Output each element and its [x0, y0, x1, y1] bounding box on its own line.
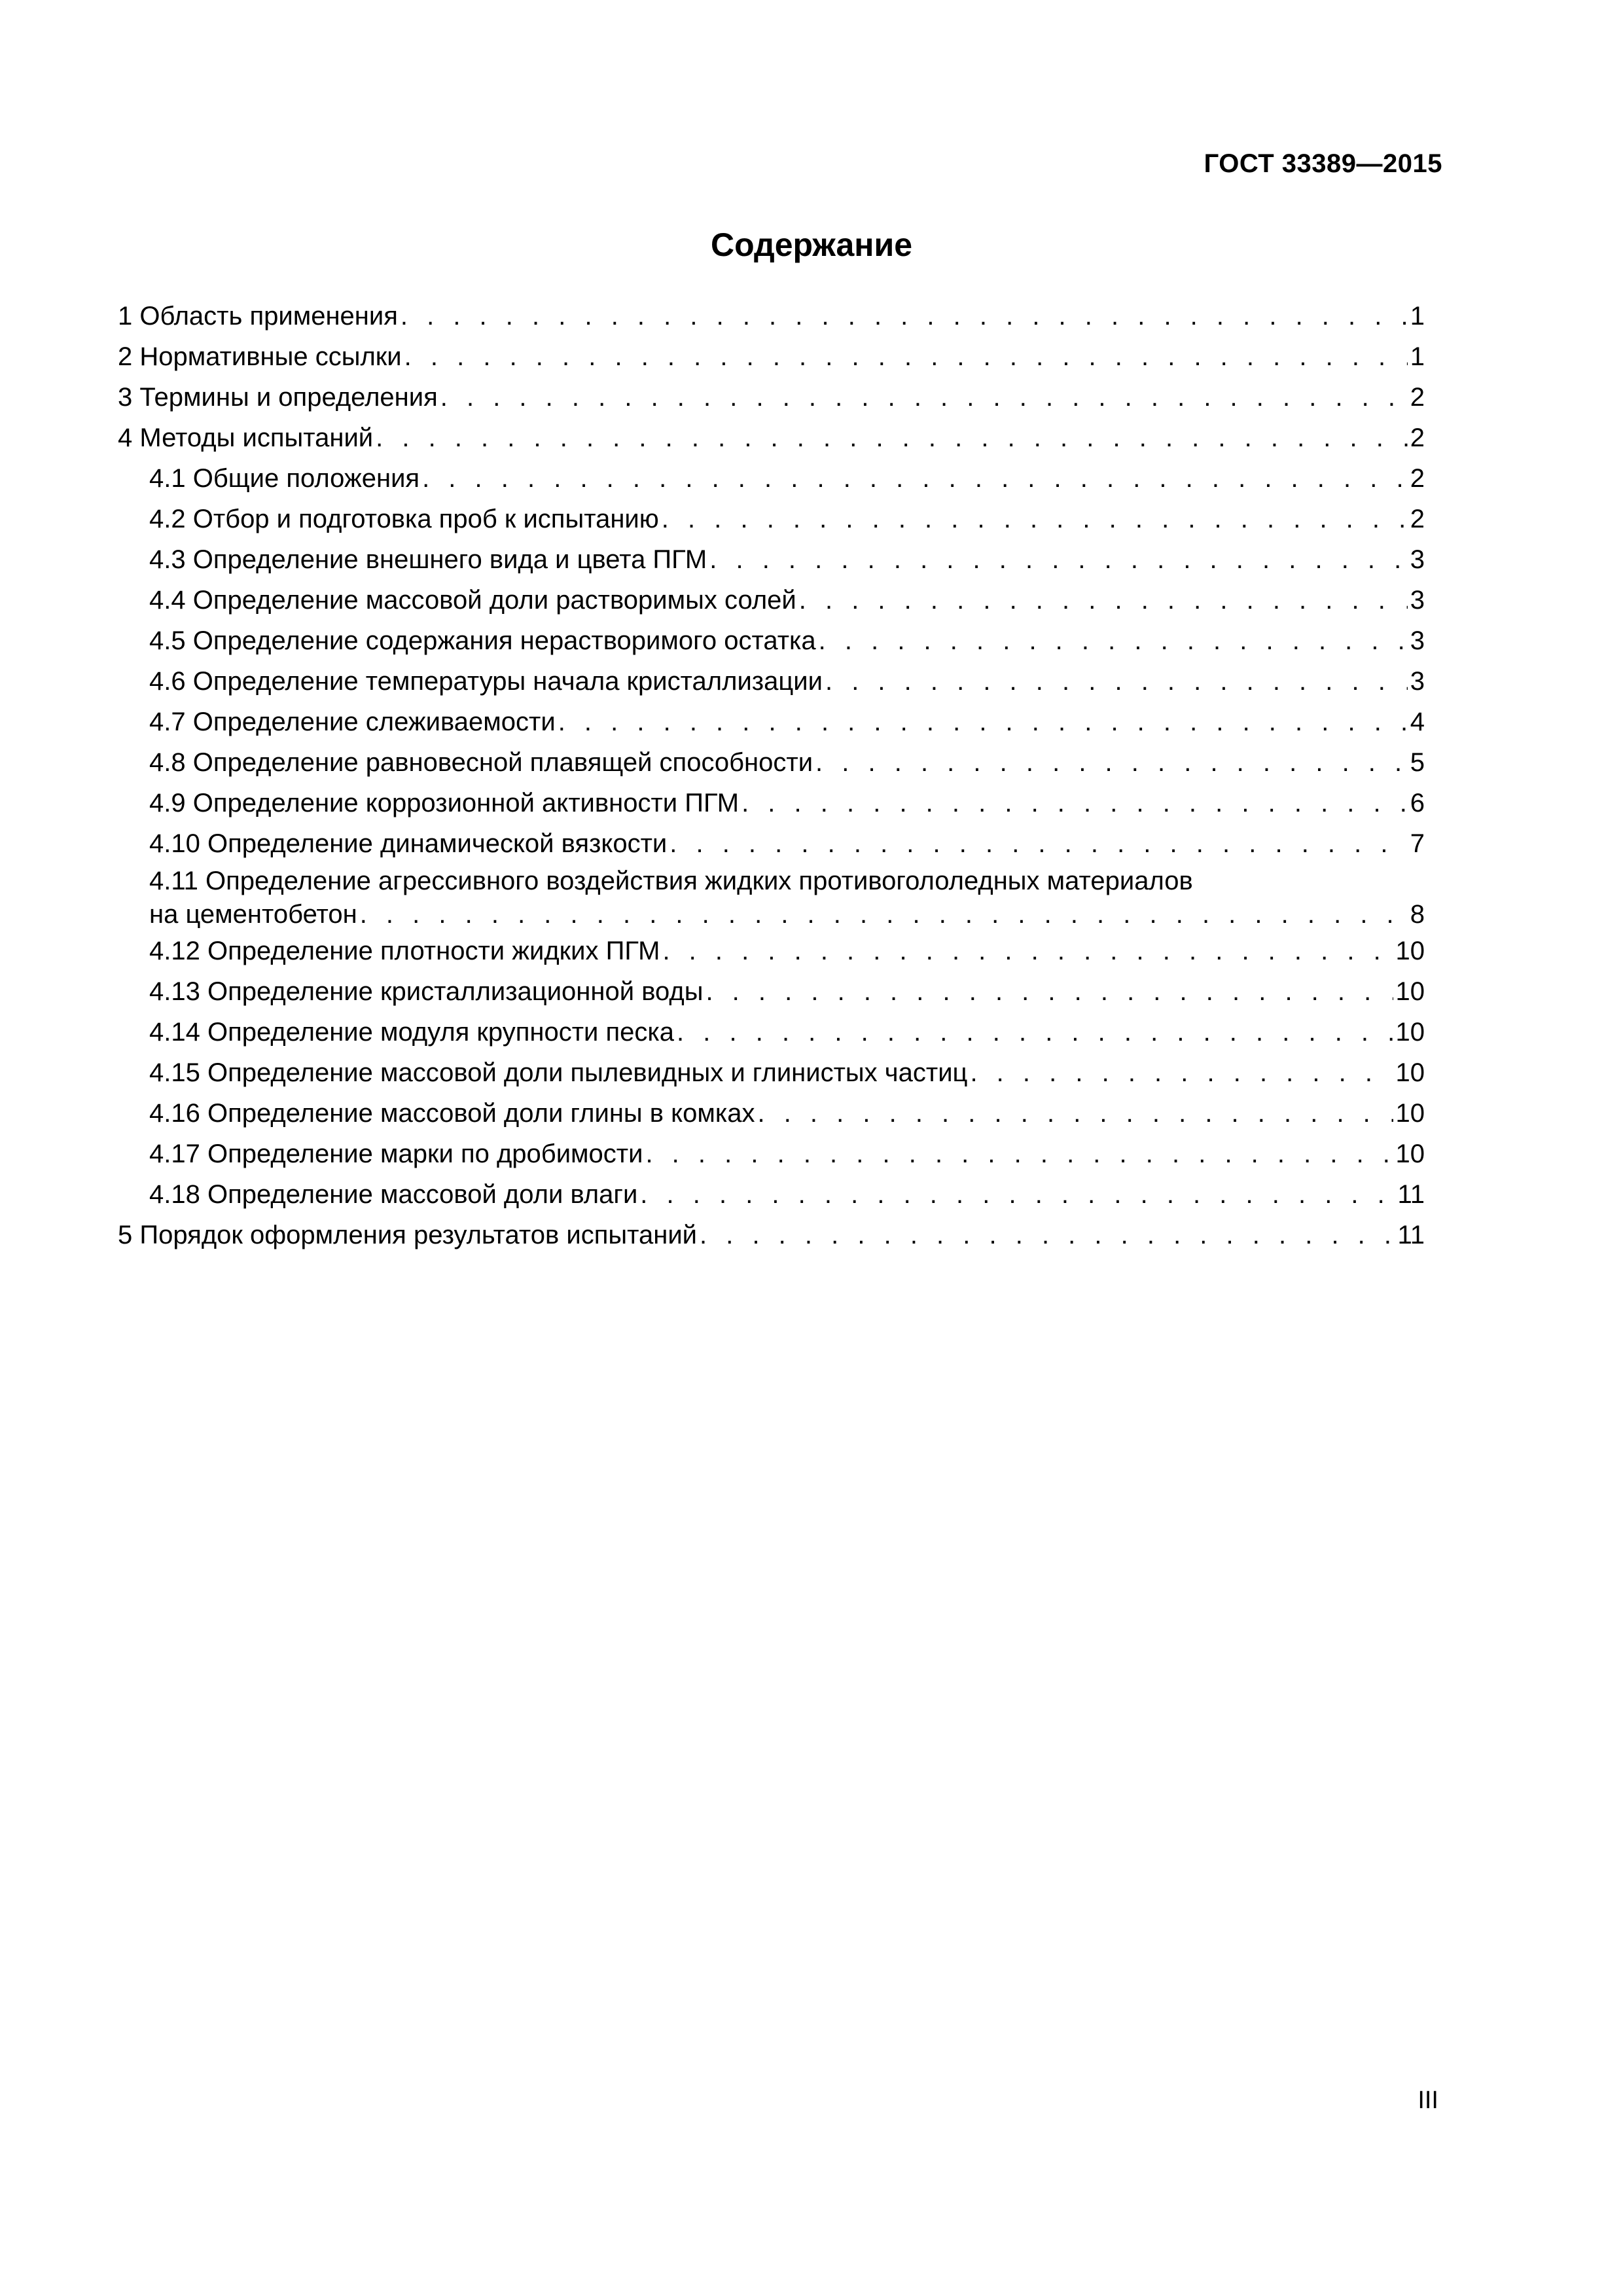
toc-entry-3[interactable] [118, 377, 1425, 418]
toc-entry-text: 4.10 Определение динамической вязкости [149, 829, 668, 858]
toc-leader-dots [662, 931, 1393, 971]
toc-page-number: 6 [1410, 789, 1425, 817]
toc-entry-text: 4.1 Общие положения [149, 464, 420, 493]
toc-entry-4-11[interactable] [118, 864, 1425, 931]
toc-page-number: 1 [1410, 342, 1425, 371]
toc-leader-dots [422, 458, 1408, 499]
toc-leader-dots [700, 1215, 1395, 1255]
toc-leader-dots [662, 499, 1408, 539]
toc-page-number: 3 [1410, 667, 1425, 696]
toc-entry-4-15[interactable] [118, 1052, 1425, 1093]
toc-leader-dots [970, 1052, 1393, 1093]
toc-page-number: 3 [1410, 545, 1425, 574]
page-number: III [1418, 2087, 1438, 2114]
toc-leader-dots [640, 1174, 1395, 1215]
toc-leader-dots [404, 336, 1408, 377]
toc-entry-text: 2 Нормативные ссылки [118, 342, 402, 371]
toc-entry-text: 4.8 Определение равновесной плавящей способности [149, 748, 813, 777]
toc-entry-4-13[interactable] [118, 971, 1425, 1012]
toc-entry-4-1[interactable] [118, 458, 1425, 499]
toc-title: Содержание [710, 226, 913, 263]
toc-page-number: 4 [1410, 708, 1425, 736]
toc-page-number: 10 [1395, 1058, 1425, 1087]
toc-leader-dots [819, 620, 1408, 661]
toc-leader-dots [376, 418, 1408, 458]
toc-entry-continuation [149, 898, 1425, 931]
toc-entry-text: 4.16 Определение массовой доли глины в комках [149, 1099, 755, 1128]
toc-leader-dots [401, 296, 1408, 336]
toc-entry-4-16[interactable] [118, 1093, 1425, 1134]
toc-entry-4-17[interactable] [118, 1134, 1425, 1174]
toc-entry-text: 4.14 Определение модуля крупности песка [149, 1018, 675, 1047]
toc-page-number: 11 [1397, 1180, 1425, 1209]
document-code: ГОСТ 33389—2015 [1204, 149, 1442, 178]
toc-leader-dots [705, 971, 1393, 1012]
toc-page-number: 3 [1410, 586, 1425, 615]
toc-leader-dots [709, 539, 1408, 580]
toc-entry-text: 3 Термины и определения [118, 383, 438, 412]
toc-entry-text: 4.18 Определение массовой доли влаги [149, 1180, 638, 1209]
toc-entry-4-3[interactable] [118, 539, 1425, 580]
toc-leader-dots [360, 898, 1408, 931]
toc-page-number: 10 [1395, 937, 1425, 965]
toc-leader-dots [757, 1093, 1393, 1134]
toc-entry-4[interactable] [118, 418, 1425, 458]
toc-page-number: 2 [1410, 423, 1425, 452]
toc-entry-text-continuation: на цементобетон [149, 900, 357, 929]
toc-page-number: 3 [1410, 626, 1425, 655]
toc-page-number: 8 [1410, 900, 1425, 929]
toc-page-number: 2 [1410, 383, 1425, 412]
toc-entry-text: 4.3 Определение внешнего вида и цвета ПГМ [149, 545, 707, 574]
toc-entry-4-5[interactable] [118, 620, 1425, 661]
toc-leader-dots [645, 1134, 1393, 1174]
toc-page-number: 10 [1395, 1099, 1425, 1128]
toc-entry-4-10[interactable] [118, 823, 1425, 864]
toc-entry-text: 4.12 Определение плотности жидких ПГМ [149, 937, 660, 965]
toc-leader-dots [799, 580, 1408, 620]
toc-page-number: 2 [1410, 464, 1425, 493]
toc-page-number: 5 [1410, 748, 1425, 777]
toc-page-number: 10 [1395, 1139, 1425, 1168]
toc-entry-text: 4.17 Определение марки по дробимости [149, 1139, 643, 1168]
table-of-contents [118, 296, 1425, 1255]
toc-entry-text: 5 Порядок оформления результатов испытаний [118, 1221, 697, 1249]
toc-entry-text: 4.9 Определение коррозионной активности ПГМ [149, 789, 740, 817]
toc-page-number: 7 [1410, 829, 1425, 858]
toc-entry-text: 4.4 Определение массовой доли растворимых солей [149, 586, 796, 615]
toc-leader-dots [669, 823, 1408, 864]
toc-entry-4-8[interactable] [118, 742, 1425, 783]
toc-entry-4-7[interactable] [118, 702, 1425, 742]
toc-entry-text: 4.15 Определение массовой доли пылевидных и глинистых частиц [149, 1058, 968, 1087]
toc-leader-dots [440, 377, 1408, 418]
toc-entry-4-12[interactable] [118, 931, 1425, 971]
toc-entry-4-9[interactable] [118, 783, 1425, 823]
toc-entry-2[interactable] [118, 336, 1425, 377]
toc-leader-dots [825, 661, 1408, 702]
toc-leader-dots [558, 702, 1408, 742]
toc-page-number: 2 [1410, 505, 1425, 533]
toc-entry-text: 4.5 Определение содержания нерастворимого остатка [149, 626, 816, 655]
toc-entry-text: 4.6 Определение температуры начала кристаллизации [149, 667, 823, 696]
toc-entry-text: 1 Область применения [118, 302, 398, 331]
toc-entry-4-6[interactable] [118, 661, 1425, 702]
toc-page-number: 1 [1410, 302, 1425, 331]
toc-leader-dots [815, 742, 1408, 783]
toc-leader-dots [677, 1012, 1393, 1052]
toc-entry-text: 4 Методы испытаний [118, 423, 374, 452]
toc-entry-text: 4.13 Определение кристаллизационной воды [149, 977, 704, 1006]
toc-entry-4-4[interactable] [118, 580, 1425, 620]
toc-entry-text: 4.11 Определение агрессивного воздействия жидких противогололедных материалов [149, 867, 1193, 895]
toc-entry-5[interactable] [118, 1215, 1425, 1255]
toc-entry-1[interactable] [118, 296, 1425, 336]
toc-entry-4-2[interactable] [118, 499, 1425, 539]
toc-leader-dots [741, 783, 1408, 823]
toc-page-number: 10 [1395, 1018, 1425, 1047]
toc-entry-text: 4.7 Определение слеживаемости [149, 708, 556, 736]
toc-page-number: 10 [1395, 977, 1425, 1006]
toc-entry-4-14[interactable] [118, 1012, 1425, 1052]
toc-entry-text: 4.2 Отбор и подготовка проб к испытанию [149, 505, 659, 533]
toc-page-number: 11 [1397, 1221, 1425, 1249]
toc-entry-4-18[interactable] [118, 1174, 1425, 1215]
